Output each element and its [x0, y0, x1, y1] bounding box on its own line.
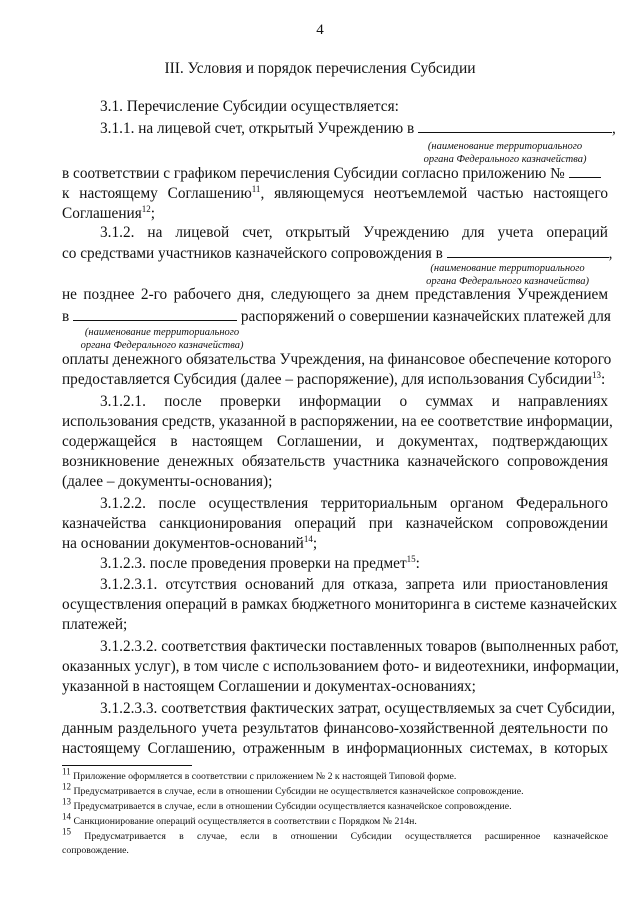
punct: ,: [608, 245, 613, 262]
footnote-12: [62, 781, 608, 798]
caption-treasury-3: [62, 326, 262, 352]
paragraph-line: [62, 163, 608, 184]
paragraph-3-1: 3.1. Перечисление Субсидии осуществляется:: [100, 98, 399, 115]
text-span: Соглашения: [62, 205, 142, 222]
paragraph-line: содержащейся в настоящем Соглашении, и документах, подтверждающих: [62, 433, 608, 450]
blank-line: [73, 306, 237, 321]
page-number: 4: [316, 22, 324, 38]
footnote-number: 12: [62, 781, 71, 792]
text-span: 3.1.1. на лицевой счет, открытый Учреждению в: [100, 120, 415, 137]
caption-line: органа Федерального казначейства): [426, 276, 589, 287]
paragraph-line: [62, 184, 608, 204]
paragraph-line: осуществления операций в рамках бюджетного мониторинга в системе казначейских: [62, 596, 618, 613]
text-span: в соответствии с графиком перечисления Субсидии согласно приложению №: [62, 165, 565, 182]
footnote-ref: 15: [406, 553, 416, 564]
footnote-15: [62, 826, 608, 843]
footnote-divider: [62, 765, 192, 766]
section-heading: III. Условия и порядок перечисления Субсидии: [164, 60, 476, 77]
footnote-ref: 12: [141, 203, 151, 214]
blank-line: [569, 163, 601, 178]
text-span: 3.1.2.3. после проведения проверки на предмет: [100, 555, 407, 572]
paragraph-line: оказанных услуг), в том числе с использованием фото- и видеотехники, информации,: [62, 658, 620, 675]
paragraph-line: [62, 204, 608, 224]
footnote-number: 15: [62, 826, 71, 837]
footnote-text: Приложение оформляется в соответствии с приложением № 2 к настоящей Типовой форме.: [73, 771, 457, 782]
footnote-ref: 11: [251, 183, 261, 194]
punct: :: [600, 371, 606, 388]
punct: ;: [312, 535, 318, 552]
paragraph-line: данным раздельного учета результатов финансово-хозяйственной деятельности по: [62, 720, 608, 737]
text-span: к настоящему Соглашению: [62, 185, 252, 202]
footnote-ref: 13: [591, 369, 601, 380]
paragraph-line: (далее – документы-основания);: [62, 473, 273, 490]
paragraph-line: настоящему Соглашению, отраженным в информационных системах, в которых: [62, 740, 608, 757]
paragraph-3-1-1: [100, 118, 616, 139]
paragraph-line: [62, 306, 611, 327]
paragraph-3-1-2-3: [100, 554, 608, 574]
text-span: на основании документов-оснований: [62, 535, 304, 552]
footnote-text: Предусматривается в случае, если в отношении Субсидии осуществляется казначейское сопровождение.: [73, 801, 512, 812]
text-span: распоряжений о совершении казначейских платежей для: [240, 308, 611, 325]
footnote-number: 13: [62, 796, 71, 807]
footnote-number: 14: [62, 811, 71, 822]
paragraph-3-1-2-2: 3.1.2.2. после осуществления территориальным органом Федерального: [100, 495, 608, 512]
punct: ,: [612, 120, 616, 137]
punct: :: [415, 555, 420, 572]
text-span: ;: [150, 205, 155, 222]
text-span: со средствами участников казначейского сопровождения в: [62, 245, 443, 262]
footnote-number: 11: [62, 766, 71, 777]
paragraph-line: [62, 370, 608, 390]
blank-line: [447, 243, 609, 258]
footnote-text: Санкционирование операций осуществляется в соответствии с Порядком № 214н.: [73, 816, 417, 827]
caption-line: (наименование территориального: [430, 263, 585, 274]
caption-line: (наименование территориального: [84, 327, 240, 338]
footnote-15-cont: сопровождение.: [62, 845, 129, 856]
text-span: предоставляется Субсидия (далее – распоряжение), для использования Субсидии: [62, 371, 592, 388]
paragraph-line: возникновение денежных обязательств участника казначейского сопровождения: [62, 453, 608, 470]
text-span: в: [62, 308, 70, 325]
text-span: , являющемуся неотъемлемой частью настоящего: [260, 185, 608, 202]
paragraph-line: [62, 243, 613, 264]
paragraph-line: платежей;: [62, 616, 128, 633]
paragraph-line: указанной в настоящем Соглашении и документах-основаниях;: [62, 678, 476, 695]
paragraph-line: оплаты денежного обязательства Учреждения, на финансовое обеспечение которого: [62, 351, 612, 368]
caption-line: (наименование территориального: [427, 141, 583, 152]
paragraph-3-1-2: 3.1.2. на лицевой счет, открытый Учреждению для учета операций: [100, 224, 608, 241]
footnote-13: [62, 796, 608, 813]
paragraph-3-1-2-3-1: 3.1.2.3.1. отсутствия оснований для отказа, запрета или приостановления: [100, 576, 608, 593]
caption-line: органа Федерального казначейства): [80, 340, 244, 351]
footnote-text: Предусматривается в случае, если в отношении Субсидии осуществляется расширенное казначейское: [84, 831, 608, 842]
footnote-text: Предусматривается в случае, если в отношении Субсидии не осуществляется казначейское сопровождение.: [73, 786, 524, 797]
blank-line: [418, 118, 612, 133]
paragraph-line: не позднее 2-го рабочего дня, следующего за днем представления Учреждением: [62, 286, 608, 303]
footnote-11: [62, 766, 608, 783]
caption-line: органа Федерального казначейства): [423, 154, 587, 165]
paragraph-3-1-2-3-2: 3.1.2.3.2. соответствия фактически поставленных товаров (выполненных работ,: [100, 638, 619, 655]
footnote-14: [62, 811, 608, 828]
paragraph-3-1-2-3-3: 3.1.2.3.3. соответствия фактических затрат, осуществляемых за счет Субсидии,: [100, 700, 616, 717]
paragraph-line: использования средств, указанной в распоряжении, на ее соответствие информации,: [62, 413, 613, 430]
paragraph-3-1-2-1: 3.1.2.1. после проверки информации о суммах и направлениях: [100, 393, 608, 410]
paragraph-line: [62, 534, 608, 554]
paragraph-line: казначейства санкционирования операций при казначейском сопровождении: [62, 515, 608, 532]
footnote-ref: 14: [303, 533, 313, 544]
